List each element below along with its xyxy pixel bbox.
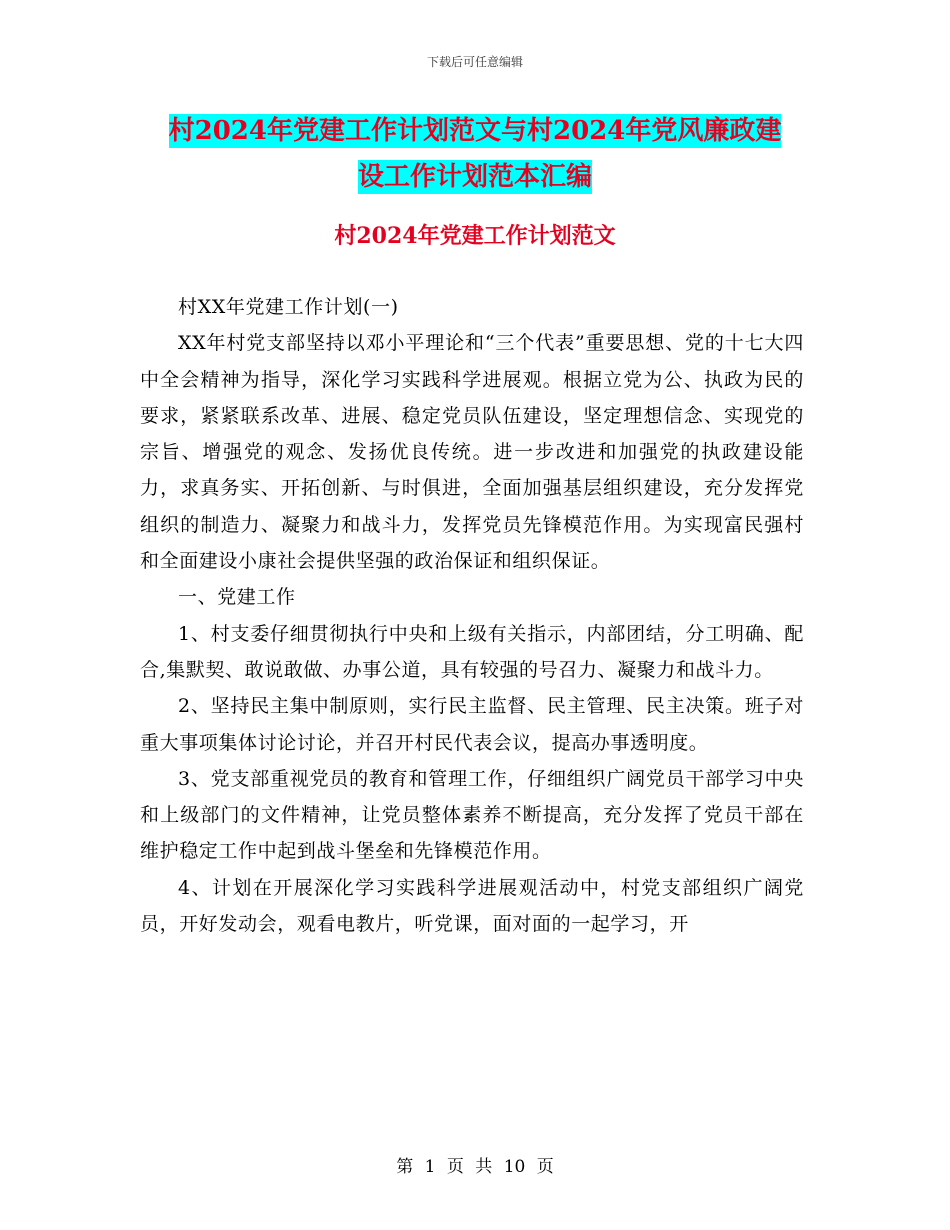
page-footer: 第 1 页 共 10 页 — [396, 1157, 554, 1177]
paragraph: 村XX年党建工作计划(一) — [178, 296, 399, 318]
document-body — [140, 289, 804, 942]
paragraph: 1、村支委仔细贯彻执行中央和上级有关指示，内部团结，分工明确、配合,集默契、敢说敢做、办事公道，具有较强的号召力、凝聚力和战斗力。 — [140, 622, 804, 681]
paragraph: 4、计划在开展深化学习实践科学进展观活动中，村党支部组织广阔党员，开好发动会，观看电教片，听党课，面对面的一起学习，开 — [140, 876, 804, 936]
paragraph: 3、党支部重视党员的教育和管理工作，仔细组织广阔党员干部学习中央和上级部门的文件精神，让党员整体素养不断提高，充分发挥了党员干部在维护稳定工作中起到战斗堡垒和先锋模范作用。 — [140, 767, 804, 863]
paragraph: 2、坚持民主集中制原则，实行民主监督、民主管理、民主决策。班子对重大事项集体讨论讨论，并召开村民代表会议，提高办事透明度。 — [140, 695, 804, 754]
document-title — [140, 108, 810, 200]
paragraph: XX年村党支部坚持以邓小平理论和“三个代表”重要思想、党的十七大四中全会精神为指导，深化学习实践科学进展观。根据立党为公、执政为民的要求，紧紧联系改革、进展、稳定党员队伍建设，坚定理想信念、实现党的宗旨、增强党的观念、发扬优良传统。进一步改进和加强党的执政建设能力，求真务实、开拓创新、与时俱进，全面加强基层组织建设，充分发挥党组织的制造力、凝聚力和战斗力，发挥党员先锋模范作用。为实现富民强村和全面建设小康社会提供坚强的政治保证和组织保证。 — [140, 332, 804, 573]
document-title-line-2: 设工作计划范本汇编 — [357, 162, 592, 192]
header-note: 下载后可任意编辑 — [426, 55, 523, 69]
document-title-line-1: 村2024年党建工作计划范文与村2024年党风廉政建 — [168, 116, 782, 146]
section-title: 村2024年党建工作计划范文 — [334, 223, 616, 249]
paragraph: 一、党建工作 — [178, 586, 296, 609]
